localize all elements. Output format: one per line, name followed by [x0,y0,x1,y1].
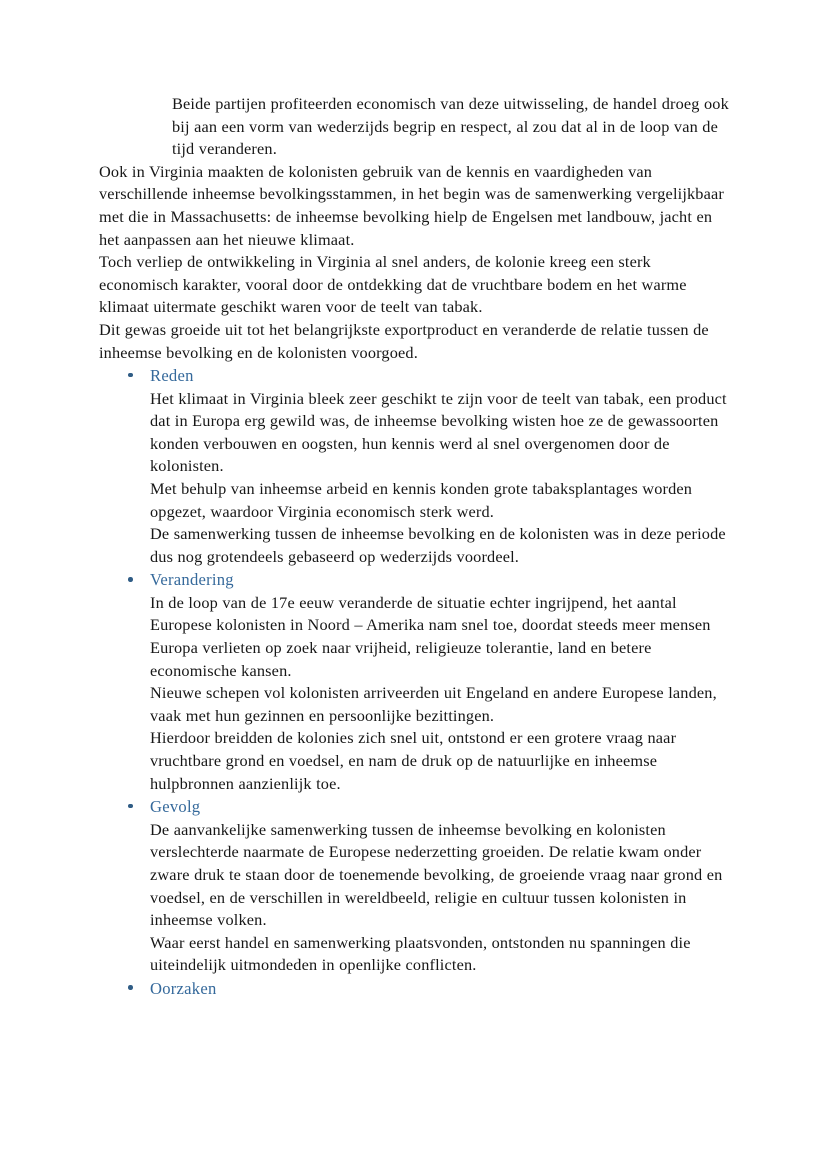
bullet-heading-gevolg: Gevolg [150,797,201,817]
paragraph-gevolg-2: Waar eerst handel en samenwerking plaatsvonden, ontstonden nu spanningen die uiteindelijk uitmondeden in openlijke conflicten. [150,932,691,975]
paragraph-verandering-1: In de loop van de 17e eeuw veranderde de situatie echter ingrijpend, het aantal Europese kolonisten in Noord – Amerika nam snel toe, doordat steeds meer mensen Europa verlieten op zoek naar vrijheid, religieuze tolerantie, land en betere economische kansen. [150,592,711,680]
list-item-gevolg [99,795,729,977]
bullet-heading-oorzaken: Oorzaken [150,978,217,998]
paragraph-reden-2: Met behulp van inheemse arbeid en kennis konden grote tabaksplantages worden opgezet, waardoor Virginia economisch sterk werd. [150,479,693,521]
paragraph-reden-1: Het klimaat in Virginia bleek zeer geschikt te zijn voor de teelt van tabak, een product dat in Europa erg gewild was, de inheemse bevolking wisten hoe ze de gewassoorten konden verbouwen en oogsten, hun kennis werd al snel overgenomen door de kolonisten. [150,388,727,476]
bullet-point-icon [128,985,133,990]
list-item-verandering [99,568,729,795]
paragraph-exportproduct: Dit gewas groeide uit tot het belangrijkste exportproduct en veranderde de relatie tussen de inheemse bevolking en de kolonisten voorgoed. [99,319,709,362]
intro-indented-paragraph: Beide partijen profiteerden economisch van deze uitwisseling, de handel droeg ook bij aan een vorm van wederzijds begrip en respect, al zou dat al in de loop van de tijd veranderen. [172,94,729,159]
bullet-body-gevolg [150,819,729,977]
document-body [99,93,729,1000]
bullet-body-verandering [150,592,729,795]
paragraph-virginia-economisch: Toch verliep de ontwikkeling in Virginia al snel anders, de kolonie kreeg een sterk economisch karakter, vooral door de ontdekking dat de vruchtbare bodem en het warme klimaat uitermate geschikt waren voor de teelt van tabak. [99,252,687,317]
bullet-point-icon [128,373,133,378]
list-item-reden [99,364,729,568]
paragraph-virginia-kennis: Ook in Virginia maakten de kolonisten gebruik van de kennis en vaardigheden van verschillende inheemse bevolkingsstammen, in het begin was de samenwerking vergelijkbaar met die in Massachusetts: de inheemse bevolking hielp de Engelsen met landbouw, jacht en het aanpassen aan het nieuwe klimaat. [99,161,724,249]
paragraph-gevolg-1: De aanvankelijke samenwerking tussen de inheemse bevolking en kolonisten verslechterde naarmate de Europese nederzetting groeiden. De relatie kwam onder zware druk te staan door de toenemende bevolking, de groeiende vraag naar grond en voedsel, en de verschillen in wereldbeeld, religie en cultuur tussen kolonisten in inheemse volken. [150,819,723,930]
bullet-point-icon [128,577,133,582]
paragraph-verandering-3: Hierdoor breidden de kolonies zich snel uit, ontstond er een grotere vraag naar vruchtbare grond en voedsel, en nam de druk op de natuurlijke en inheemse hulpbronnen aanzienlijk toe. [150,728,677,793]
bullet-heading-reden: Reden [150,366,194,386]
section-bullet-list [99,364,729,1000]
paragraph-verandering-2: Nieuwe schepen vol kolonisten arriveerden uit Engeland en andere Europese landen, vaak met hun gezinnen en persoonlijke bezittingen. [150,683,717,725]
bullet-body-reden [150,388,729,569]
bullet-heading-verandering: Verandering [150,570,234,590]
list-item-oorzaken [99,977,729,1001]
bullet-point-icon [128,804,133,809]
paragraph-reden-3: De samenwerking tussen de inheemse bevolking en de kolonisten was in deze periode dus nog grotendeels gebaseerd op wederzijds voordeel. [150,524,726,566]
